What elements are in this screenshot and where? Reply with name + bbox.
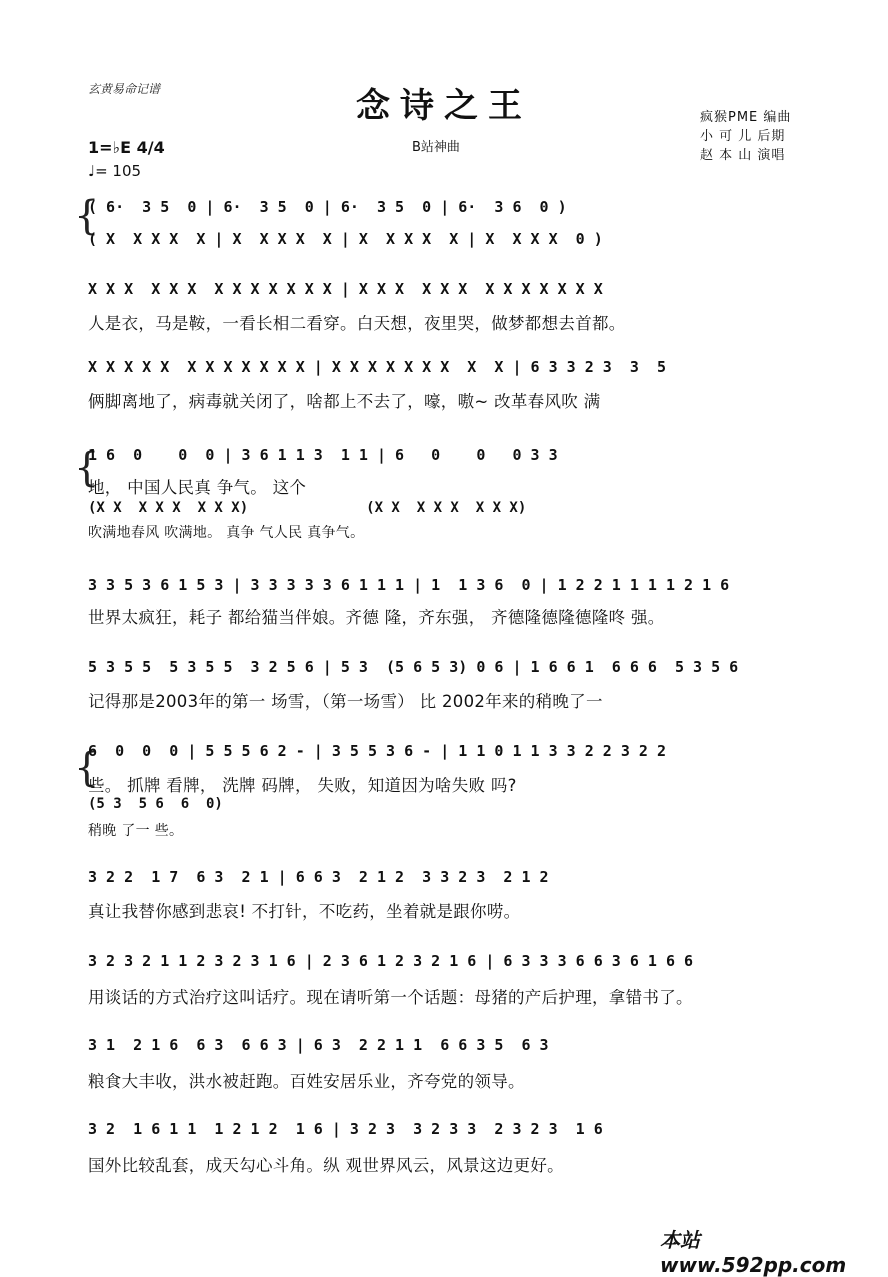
- source-credit: 玄黄易命记谱: [88, 82, 161, 96]
- intro-melody: ( 6· 3 5 0 | 6· 3 5 0 | 6· 3 5 0 | 6· 3 6 0 ): [88, 198, 567, 216]
- key-signature: 1=♭E 4/4: [88, 138, 165, 157]
- line5-lyrics: 记得那是2003年的第一 场雪，（第一场雪） 比 2002年来的稍晚了一: [88, 692, 603, 711]
- line9-notes: 3 1 2 1 6 6 3 6 6 3 | 6 3 2 2 1 1 6 6 3 5 6 3: [88, 1036, 549, 1054]
- tempo-marking: ♩= 105: [88, 162, 142, 180]
- site-watermark: 本站 www.592pp.com: [660, 1228, 847, 1277]
- page-title: 念诗之王: [356, 86, 532, 126]
- line10-lyrics: 国外比较乱套，成天勾心斗角。纵 观世界风云，风景这边更好。: [88, 1156, 564, 1175]
- line6-lyrics: 些。 抓牌 看牌， 洗牌 码牌， 失败，知道因为啥失败 吗?: [88, 776, 517, 795]
- credit-singer: 赵 本 山 演唱: [700, 148, 786, 163]
- line1-notes: X X X X X X X X X X X X X | X X X X X X X X X X X X X: [88, 280, 603, 298]
- system-brace: {: [74, 193, 100, 239]
- line3-harmony-lyrics: 吹满地春风 吹满地。 真争 气人民 真争气。: [88, 525, 365, 541]
- credit-arranger: 疯猴PME 编曲: [700, 110, 792, 125]
- line8-lyrics: 用谈话的方式治疗这叫话疗。现在请听第一个话题：母猪的产后护理，拿错书了。: [88, 988, 693, 1007]
- line2-notes: X X X X X X X X X X X X | X X X X X X X X X | 6 3 3 2 3 3 5: [88, 358, 666, 376]
- line7-lyrics: 真让我替你感到悲哀! 不打针，不吃药，坐着就是跟你唠。: [88, 902, 521, 921]
- line1-lyrics: 人是衣，马是鞍，一看长相二看穿。白天想，夜里哭，做梦都想去首都。: [88, 314, 626, 333]
- line6-harmony-lyrics: 稍晚 了一 些。: [88, 823, 184, 839]
- line10-notes: 3 2 1 6 1 1 1 2 1 2 1 6 | 3 2 3 3 2 3 3 2 3 2 3 1 6: [88, 1120, 603, 1138]
- system-brace: {: [74, 445, 100, 491]
- intro-rhythm: ( X X X X X | X X X X X | X X X X X | X X X X 0 ): [88, 230, 603, 248]
- line5-notes: 5 3 5 5 5 3 5 5 3 2 5 6 | 5 3 (5 6 5 3) 0 6 | 1 6 6 1 6 6 6 5 3 5 6: [88, 658, 739, 676]
- line7-notes: 3 2 2 1 7 6 3 2 1 | 6 6 3 2 1 2 3 3 2 3 2 1 2: [88, 868, 549, 886]
- line3-harmony-notes: (X X X X X X X X) (X X X X X X X X): [88, 500, 527, 516]
- credits: [700, 108, 791, 165]
- line8-notes: 3 2 3 2 1 1 2 3 2 3 1 6 | 2 3 6 1 2 3 2 1 6 | 6 3 3 3 6 6 3 6 1 6 6: [88, 952, 694, 970]
- line4-lyrics: 世界太疯狂，耗子 都给猫当伴娘。齐德 隆，齐东强， 齐德隆德隆德隆咚 强。: [88, 608, 665, 627]
- line4-notes: 3 3 5 3 6 1 5 3 | 3 3 3 3 3 6 1 1 1 | 1 1 3 6 0 | 1 2 2 1 1 1 1 2 1 6: [88, 576, 730, 594]
- subtitle: B站神曲: [412, 140, 460, 155]
- line3-notes: 1 6 0 0 0 | 3 6 1 1 3 1 1 | 6 0 0 0 3 3: [88, 446, 558, 464]
- line2-lyrics: 俩脚离地了，病毒就关闭了，啥都上不去了，嚎，嗷~ 改革春风吹 满: [88, 392, 601, 411]
- line3-lyrics: 地， 中国人民真 争气。 这个: [88, 478, 307, 497]
- line6-harmony-notes: (5 3 5 6 6 0): [88, 796, 223, 812]
- system-brace: {: [74, 745, 100, 791]
- line9-lyrics: 粮食大丰收，洪水被赶跑。百姓安居乐业，齐夸党的领导。: [88, 1072, 525, 1091]
- credit-post: 小 可 儿 后期: [700, 129, 786, 144]
- line6-notes: 6 0 0 0 | 5 5 5 6 2 - | 3 5 5 3 6 - | 1 1 0 1 1 3 3 2 2 3 2 2: [88, 742, 666, 760]
